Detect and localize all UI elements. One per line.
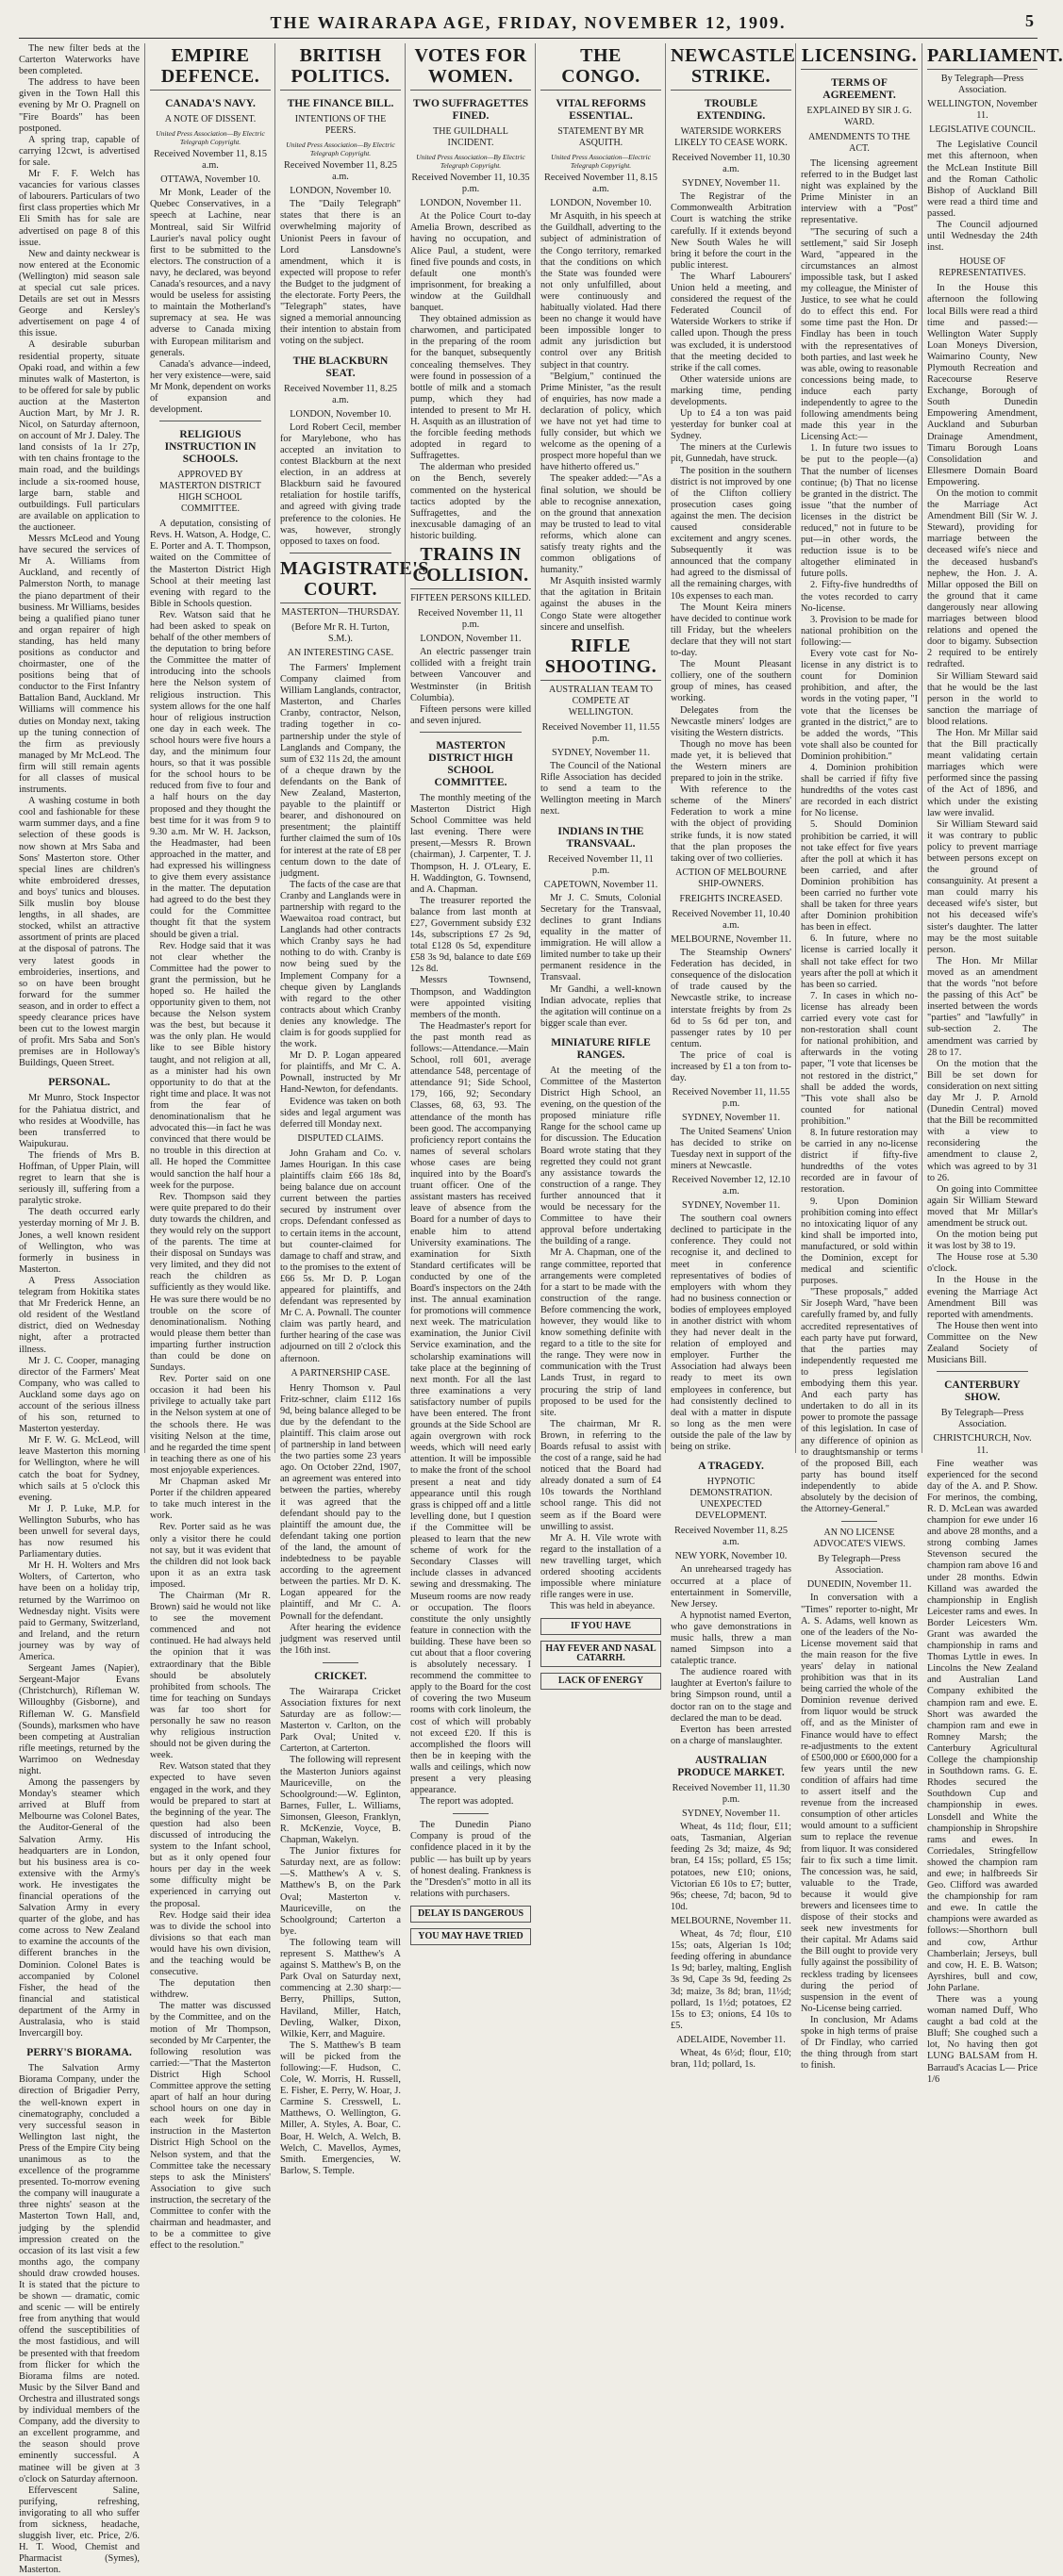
wire-credit: United Press Association—Electric Telegraph Copyright. — [551, 153, 651, 170]
dateline: By Telegraph—Press Association. — [940, 74, 1024, 96]
subheading-small: STATEMENT BY MR ASQUITH. — [557, 126, 644, 148]
paragraph: A desirable suburban residential property, situate Opaki road, and within a few minutes walk of Masterton, is to be offered for sale by public auction at the Masterton Auction Mart, by Mr J. R. Nicol, on Saturday afternoon, on account of Mr J. Daley. The land consists of 1a 1r 27p, with ten chains frontage to the main road, and the buildings include a six-roomed house, large barn, stable and outbuildings. Full particulars are available on application to the auctioneer. — [19, 339, 140, 533]
section-heading: PARLIAMENT. — [927, 45, 1038, 70]
advertisement — [540, 1673, 661, 1690]
subheading: PERRY'S BIORAMA. — [26, 2047, 132, 2059]
paragraph: The southern coal owners declined to participate in the conference. They could not recognise it, and declined to meet in conference representatives of bodies of employers with whom they had no business connection or bodies of employees employed in another district with whom they had never dealt in the relation of employed and employer. Further the Association had always been ready to meet its own employees in conference, but had consistently declined to deal with a matter in dispute so long as the men were outside the pale of the law by being on strike. — [671, 1214, 791, 1453]
subheading-small: AMENDMENTS TO THE ACT. — [808, 132, 910, 154]
paragraph: Fine weather was experienced for the second day of the A. and P. Show. For merinos, the combing, R. D. McLean was awarded champion for ewe under 16 and above 28 months, and a strong combing James Stevenson secured the champion ram above 16 and under 28 months. Edwin Killand was awarded the championship in English Leicester rams and ewes. In Border Leicesters Wm. Grant was awarded the championship in rams and Thomas Lyttle in ewes. In Lincolns the New Zealand and Australian Land Company exhibited the champion ram and ewe. E. Short was awarded the champion ram and ewe in Romney Marsh; the Canterbury Agricultural College the championship in Southdown rams. G. E. Rhodes secured the Southdown Cup and championship in ewes. Lonsdell and White the championship in Shropshire rams and ewes. In Corriedales, Stringfellow showed the champion ram and ewe; in halfbreeds Sir Geo. Clifford was awarded the championship for ram and ewe. In cattle the champions were awarded as follows:—Shorthorn bull and cow, Arthur Chamberlain; Jerseys, bull and cow, H. E. B. Watson; Ayrshires, bull and cow, John Parlane. — [927, 1458, 1038, 1993]
paragraph: The deputation then withdrew. — [150, 1978, 271, 2001]
subheading-small: AN NO LICENSE ADVOCATE'S VIEWS. — [813, 1527, 905, 1550]
paragraph: "The securing of such a settlement," said Sir Joseph Ward, "appeared in the circumstances an almost impossible task, but I asked my colleague, the Minister of Justice, to see what he could do to effect this end. For some time past the Hon. Dr Findlay has been in touch with the representatives of both parties, and last week he was able, owing to reasonable concessions being made, to induce each party independently to agree to the following amendments being made this year in the Licensing Act:— — [801, 226, 918, 443]
section-heading: BRITISH POLITICS. — [280, 45, 401, 91]
paragraph: The speaker added:—"As a final solution, we should be able to recognise annexation, on the ground that annexation may be trusted to lead to vital reforms, which alone can satisfy treaty rights and the common obligations of humanity." — [540, 473, 661, 576]
paragraph: "Belgium," continued the Prime Minister, "as the result of enquiries, has now made a declaration of policy, which we have not yet had time to fully consider, but which we welcome as the opening of a prospect more hopeful than we have hitherto offered us." — [540, 371, 661, 473]
subheading: VITAL REFORMS ESSENTIAL. — [556, 98, 646, 122]
paragraph: The Council of the National Rifle Association has decided to send a team to the Wellington meeting in March next. — [540, 761, 661, 817]
paragraph: The price of coal is increased by £1 a ton from to-day. — [671, 1049, 791, 1084]
paragraph: An unrehearsed tragedy has occurred at a place of entertainment in Somerville, New Jersey. — [671, 1564, 791, 1610]
dateline: Received November 11, 11.30 p.m. — [672, 1782, 790, 1805]
paragraph: The new filter beds at the Carterton Waterworks have been completed. — [19, 43, 140, 77]
dateline: Received November 11, 11 p.m. — [418, 608, 523, 631]
paragraph: They obtained admission as charwomen, and participated in the preparing of the room for the banquet, subsequently concealing themselves. They were found in possession of a bottle of milk and a stomach pump, which they had intended to present to Mr H. H. Asquith as an illustration of the forcible feeding methods adopted in regard to Suffragettes. — [410, 314, 531, 462]
paragraph: 2. Fifty-five hundredths of the votes recorded to carry No-license. — [801, 580, 918, 614]
subheading-small: A NOTE OF DISSENT. — [164, 114, 257, 124]
paragraph: The following team will represent S. Matthew's A against S. Matthew's B, on the Park Oval on Saturday next, commencing at 2.30 sharp:—Berry, Phillips, Sutton, Haviland, Miller, Hatch, Devling, Walker, Dixon, Wilkie, Kerr, and Maguire. — [280, 1937, 401, 2039]
paragraph: Mr Munro, Stock Inspector for the Pahiatua district, and who resides at Woodville, has been transferred to Waipukurau. — [19, 1093, 140, 1149]
subheading-small: HOUSE OF REPRESENTATIVES. — [938, 256, 1026, 279]
subheading: MASTERTON DISTRICT HIGH SCHOOL COMMITTEE. — [428, 739, 513, 788]
dateline: Received November 11, 8.15 a.m. — [154, 149, 267, 172]
dateline: By Telegraph—Press Association. — [940, 1408, 1024, 1430]
paragraph: Rev. Watson said that he had been asked to speak on behalf of the other members of the deputation to bring before the Committee the matter of introducing into the schools here the Nelson system of religious instruction. This system allows for the one half hour of religious instruction one day in each week. The school hours were five hours a day, and the minimum four hours, so that it was possible for the school hours to be reduced from five to four and a half hours on the day proposed and they thought the best time for it was from 9 to 9.30 a.m. Mr W. H. Jackson, the Headmaster, had been approached in the matter, and had expressed his willingness to give them every assistance in the matter. The deputation had agreed to do the best they could for the Committee thought fit that the system should be given a trial. — [150, 609, 271, 940]
paragraph: The licensing agreement referred to in the Budget last night was explained by the Prime Minister in an interview with a "Post" representative. — [801, 158, 918, 226]
subheading: TROUBLE EXTENDING. — [696, 98, 766, 122]
subheading-small: A PARTNERSHIP CASE. — [291, 1367, 390, 1379]
subheading: MINIATURE RIFLE RANGES. — [551, 1036, 651, 1061]
subheading: TERMS OF AGREEMENT. — [822, 77, 896, 101]
paragraph: Rev. Watson stated that they expected to have seven engaged in the work, and they would be prepared to start at the beginning of the year. The question had also been discussed of introducing the system to the Infant school, but as it only opened four hours per day in the week some difficulty might be experienced in carrying out the proposal. — [150, 1761, 271, 1909]
paragraph: Other waterside unions are marking time, pending developments. — [671, 373, 791, 407]
paragraph: The matter was discussed by the Committee, and on the motion of Mr Thompson, seconded by Mr Carpenter, the following resolution was carried:—"That the Masterton District High School Committee approve the setting apart of half an hour during school hours on one day in each week for Bible instruction in the Masterton District High School on the Nelson system, and that the Committee take the necessary steps to ask the Ministers' Association to give such instruction, the secretary of the Committee to confer with the chairman and headmaster, and to be a committee to give effect to the resolution." — [150, 2001, 271, 2252]
paragraph: Sir William Steward said that he would be the last person in the world to sanction the marriage of blood relations. — [927, 670, 1038, 727]
paragraph: After hearing the evidence judgment was reserved until the 16th inst. — [280, 1622, 401, 1656]
column-3 — [274, 43, 429, 2176]
dateline: By Telegraph—Press Association. — [818, 1554, 901, 1577]
paragraph: Mr A. Chapman, one of the range committee, reported that arrangements were completed for a start to be made with the construction of the range. Before commencing the work, however, they would like to know something definite with regard to a title to the site for the range. They were now in communication with the Trust Lands Trust, in regard to procuring the strip of land proposed to be used for the site. — [540, 1247, 661, 1418]
subheading-small: MASTERTON—THURSDAY. — [281, 606, 400, 618]
section-heading: VOTES FOR WOMEN. — [410, 45, 531, 91]
paragraph: Rev. Hodge said that it was not clear whether the Committee had the power to grant the permission, but he hoped so. He hailed the opportunity given to them, not because the Nelson system was the best, but because it was the only plan. He would like to see Bible history taught, and not religion at all, as a minister had his own opportunity to do that at the right time and place. It was not from the fear of denominationalism that he advocated this—in fact he was convinced that there would be no trouble in this direction at all. He hoped the Committee would sanction the half hour a week for the purpose. — [150, 940, 271, 1191]
paragraph: In the House in the evening the Marriage Act Amendment Bill was reported with amendments. — [927, 1275, 1038, 1320]
paragraph: An electric passenger train collided with a freight train between Vancouver and Westminster (in British Columbia). — [410, 647, 531, 703]
advertisement — [540, 1641, 661, 1667]
wire-credit: United Press Association—By Electric Telegraph Copyright. — [416, 153, 525, 170]
advertisement — [410, 1928, 531, 1945]
dateline: CHRISTCHURCH, Nov. 11. — [933, 1433, 1032, 1456]
paragraph: A Press Association telegram from Hokitika states that Mr Frederick Henne, an old resident of the Westland district, died on Wednesday night, after a protracted illness. — [19, 1275, 140, 1355]
paragraph: Wheat, 4s 7d; flour, £10 15s; oats, Algerian 1s 10d; feeding offering in abundance 1s 9d; barley, malting, English 3s 9d, Cape 3s 9d, feeding 2s 3d; maize, 3s 8d; bran, 11½d; pollard, 1s 1½d; potatoes, £2 15s to £3; onions, £4 10s to £5. — [671, 1929, 791, 2031]
subheading: THE FINANCE BILL. — [287, 98, 394, 109]
advertisement-title: YOU MAY HAVE TRIED — [418, 1930, 523, 1941]
advertisement — [540, 1618, 661, 1635]
paragraph: The Mount Pleasant colliery, one of the southern group of mines, has ceased working. — [671, 659, 791, 704]
paragraph: John Graham and Co. v. James Hourigan. In this case plaintiffs claim £66 18s 8d, being balance due on account current between the parties secured by instrument over crops. Defendant confessed as to certain items in the account, but counter-claimed for damage to chaff and straw, and to the promises to the extent of £66 5s. Mr D. P. Logan appeared for plaintiffs, and defendant was represented by Mr C. A. Pownall. The counter claim was partly heard, and further hearing of the case was adjourned on till 2 o'clock this afternoon. — [280, 1148, 401, 1364]
paragraph: The address to have been given in the Town Hall this evening by Mr O. Pragnell on "Fire Boards" has been postponed. — [19, 77, 140, 134]
paragraph: Mr Asquith insisted warmly that the agitation in Britain against the abuses in the Congo State were altogether sincere and unselfish. — [540, 576, 661, 633]
paragraph: Lord Robert Cecil, member for Marylebone, who has accepted an invitation to contest Blackburn at the next election, in an address at Blackburn said he favoured retaliation for hostile tariffs, and agreed with giving trade preference to the colonies. He was, however, strongly opposed to taxes on food. — [280, 421, 401, 547]
paragraph: Sergeant James (Napier), Sergeant-Major Evans (Christchurch), Rifleman W. Willoughby (Gisborne), and Rifleman W. G. Mansfield (Sounds), marksmen who have been competing at Australian rifle meetings, returned by the Warrimoo on Wednesday night. — [19, 1663, 140, 1776]
paragraph: 4. Dominion prohibition shall be carried if fifty five hundredths of the votes cast are recorded in each district for No license. — [801, 762, 918, 819]
paragraph: The Mount Keira miners have decided to continue work till Friday, but the wheelers declare that they will not start to-day. — [671, 602, 791, 659]
dateline: Received November 11, 8.25 a.m. — [284, 160, 397, 183]
paragraph: Rev. Hodge said their idea was to divide the school into divisions so that each man would have his own division, and the teaching would be consecutive. — [150, 1909, 271, 1978]
paragraph: A washing costume in both cool and fashionable for these warm summer days, and a fine selection of these goods is now shown at Mrs Saba and Sons' Masterton store. Other special lines are children's white embroidered dresses, and boys' tunics and blouses. Silk muslin boy blouse lengths, in all shades, are stocked, whilst an attractive assortment of prints are placed at the disposal of patrons. The very latest goods in embroideries, insertions, and so on have been brought forward for the summer season, and in order to effect a speedy clearance prices have been cut to the lowest margin of profit. Mrs Saba and Son's premises are in Holloway's Buildings, Queen Street. — [19, 796, 140, 1069]
dateline: SYDNEY, November 11. — [551, 747, 651, 758]
paragraph: Mr F. W. G. McLeod, will leave Masterton this morning for Wellington, where he will catch the boat for Sydney, which sails at 5 o'clock this evening. — [19, 1435, 140, 1503]
column-8 — [922, 43, 1063, 2085]
paragraph: 6. In future, where no license is carried locally it shall not take effect for two years after the poll at which it has been so carried. — [801, 933, 918, 990]
paragraph: A hypnotist named Everton, who gave demonstrations in music halls, threw a man named Simpson into a cataleptic trance. — [671, 1610, 791, 1667]
subheading-small: THE GUILDHALL INCIDENT. — [433, 126, 508, 148]
divider — [453, 1813, 489, 1814]
paragraph: At the Police Court to-day Amelia Brown, described as having no occupation, and Alice Paul, a student, were fined five pounds and costs, in default one month's imprisonment, for breaking a window at the Guildhall banquet. — [410, 211, 531, 314]
advertisement-title: LACK OF ENERGY — [557, 1676, 644, 1687]
section-heading: TRAINS IN COLLISION. — [410, 544, 531, 589]
subheading: CANADA'S NAVY. — [165, 98, 256, 109]
paragraph: With reference to the scheme of the Miners' Federation to work a mine with the object of providing strike funds, it is now stated that the plan proposes the taking over of two collieries. — [671, 784, 791, 864]
paragraph: Messrs McLeod and Young have secured the services of Mr A. Williams from Auckland, and recently of Palmerston North, to manage the piano department of their business. Mr Williams, besides being a qualified piano tuner and organ repairer of high standing, has held many positions as conductor and choirmaster, one of the positions being that of conductor to the First Infantry Battalion Band, Auckland. Mr Williams will commence his duties on Monday next, taking up the tuning connection of the firm as previously managed by Mr McLeod. The firm will still remain agents for all classes of musical instruments. — [19, 534, 140, 796]
subheading: A TRAGEDY. — [698, 1461, 764, 1473]
subheading-small: INTENTIONS OF THE PEERS. — [294, 114, 387, 136]
paragraph: Every vote cast for No-license in any district is to count for Dominion prohibition, and after, the words in the voting paper, "I vote that the licenses be granted in the district," are to be added the words, "This vote shall also be counted for Dominion prohibition." — [801, 649, 918, 762]
column-6 — [665, 43, 796, 2071]
subheading-small: EXPLAINED BY SIR J. G. WARD. — [806, 106, 912, 127]
dateline: LONDON, November 10. — [290, 408, 391, 420]
dateline: Received November 11, 11 p.m. — [548, 853, 654, 876]
advertisement-title: HAY FEVER AND NASAL CATARRH. — [545, 1643, 656, 1664]
divider — [420, 732, 522, 733]
paragraph: On the motion that the Bill be set down for consideration on next sitting day Mr J. P. Arnold (Dunedin Central) moved that the Bill be recommitted with a view to reconsidering the amendment to clause 2, which was agreed to by 31 to 26. — [927, 1058, 1038, 1183]
subheading-small: HYPNOTIC DEMONSTRATION. UNEXPECTED DEVELOPMENT. — [689, 1477, 772, 1522]
subheading: CANTERBURY SHOW. — [944, 1379, 1021, 1404]
paragraph: The Wharf Labourers' Union held a meeting, and considered the request of the Federated Council of Waterside Workers to strike if called upon. Though the press was excluded, it is understood that the meeting decided to strike if the call comes. — [671, 271, 791, 373]
paragraph: The position in the southern district is not improved by one of the Clifton colliery prosecution cases going against the men. The decision caused considerable excitement and angry scenes. Subsequently it was announced that the company had agreed to the dismissal of all the remaining charges, with 10s expenses to each man. — [671, 465, 791, 602]
subheading-small: LEGISLATIVE COUNCIL. — [929, 124, 1036, 136]
paragraph: Mr J. P. Luke, M.P. for Wellington Suburbs, who has been unwell for several days, has now resumed his Parliamentary duties. — [19, 1503, 140, 1560]
paragraph: On going into Committee again Sir William Steward moved that Mr Millar's amendment be struck out. — [927, 1183, 1038, 1229]
paragraph: Everton has been arrested on a charge of manslaughter. — [671, 1724, 791, 1746]
paragraph: A spring trap, capable of carrying 12cwt, is advertised for sale. — [19, 134, 140, 168]
paragraph: New and dainty neckwear is now entered at the Economic (Wellington) mid season sale at special cut sale prices. Details are set out in Messrs George and Kersley's advertisement on page 4 of this issue. — [19, 248, 140, 339]
dateline: LONDON, November 10. — [290, 186, 391, 197]
paragraph: Mr F. F. Welch has vacancies for various classes of labourers. Particulars of two first class properties which Mr Eli Smith has for sale are advertised on page 8 of this issue. — [19, 169, 140, 248]
paragraph: The Junior fixtures for Saturday next, are as follow:—S. Matthew's A v. S. Matthew's B, on the Park Oval; Masterton v. Mauriceville, on the Schoolground; Carterton a bye. — [280, 1846, 401, 1937]
paragraph: The Hon. Mr Millar said that the Bill practically meant validating certain marriages which were performed since the passing of the Act of 1896, and which under the existing law were invalid. — [927, 727, 1038, 818]
paragraph: Mr Chapman asked Mr Porter if the children appeared to take much interest in the work. — [150, 1477, 271, 1522]
dateline: MELBOURNE, November 11. — [671, 1915, 791, 1926]
column-4 — [405, 43, 531, 1941]
paragraph: 7. In cases in which no-license has already been carried every vote cast for non-restoration shall count for national prohibition, and afterwards in the voting paper, "I vote that licenses be not restored in the district," shall be added the words, "This vote shall also be counted for national prohibition." — [801, 990, 918, 1127]
paragraph: Up to £4 a ton was paid yesterday for bunker coal at Sydney. — [671, 408, 791, 442]
paragraph: Sir William Steward said it was contrary to public policy to prevent marriage between persons except on the ground of consanguinity. At present a man could marry his deceased wife's sister, but not his deceased wife's sister's daughter. The latter may be the most suitable person. — [927, 818, 1038, 955]
paragraph: 1. In future two issues to be put to the people—(a) That the number of licenses continue; (b) That no license be granted in the district. The issue "that the number of licenses in the district be reduced," not in future to be put—in other words, the reduction issue is to be altogether eliminated in future polls. — [801, 443, 918, 580]
dateline: DUNEDIN, November 11. — [806, 1579, 912, 1591]
advertisement — [410, 1906, 531, 1923]
paragraph: The chairman, Mr R. Brown, in referring to the Boards refusal to assist with the cost of a range, said he had noticed that the Board had already donated a sum of £4 10s towards the Northland school range. This did not seem as if the Board were unwilling to assist. — [540, 1418, 661, 1532]
divider — [841, 1521, 876, 1522]
dateline: Received November 11, 10.40 a.m. — [672, 908, 790, 931]
dateline: Received November 11, 8.25 a.m. — [284, 383, 397, 405]
subheading: THE BLACKBURN SEAT. — [292, 355, 389, 379]
paragraph: On the motion being put it was lost by 38 to 19. — [927, 1230, 1038, 1252]
paragraph: The Chairman (Mr R. Brown) said he would not like to see the movement commenced and not continued. He had always held the opinion that it was extraordinary that the Bible should be absolutely prohibited from schools. The time for teaching on Sundays was far too short for personally he saw no reason why religious instruction should not be given during the week. — [150, 1590, 271, 1761]
paragraph: At the meeting of the Committee of the Masterton District High School, an evening, on the question of the proposed miniature rifle Range for the school came up for discussion. The Education Board wrote stating that they regretted they could not grant any assistance towards the construction of a range. They further announced that it would be necessary for the Committee to have their approval before undertaking the building of a range. — [540, 1065, 661, 1247]
dateline: SYDNEY, November 11. — [681, 1200, 781, 1212]
paragraph: The Wairarapa Cricket Association fixtures for next Saturday are as follow:—Masterton v. Carlton, on the Park Oval; United v. Carterton, at Carterton. — [280, 1686, 401, 1755]
paragraph: Delegates from the Newcastle miners' lodges are visiting the Western districts. — [671, 704, 791, 738]
paragraph: Wheat, 4s 6½d; flour, £10; bran, 11d; pollard, 1s. — [671, 2047, 791, 2071]
subheading-small: WATERSIDE WORKERS LIKELY TO CEASE WORK. — [674, 126, 788, 148]
subheading-small: ACTION OF MELBOURNE SHIP-OWNERS. — [675, 867, 787, 889]
paragraph: Mr H. H. Wolters and Mrs Wolters, of Carterton, who have been on a holiday trip, returned by the Warrimoo on Wednesday night. Visits were paid to Germany, Switzerland, and Ireland, and the return journey was by way of America. — [19, 1560, 140, 1663]
paragraph: Evidence was taken on both sides and legal argument was deferred till Monday next. — [280, 1096, 401, 1130]
paragraph: The "Daily Telegraph" states that there is an overwhelming majority of Unionist Peers in favour of Lord Lansdowne's amendment, which it is expected will propose to refer the Budget to the judgment of the electorate. Forty Peers, the "Telegraph" states, have signed a memorial announcing their intention to abstain from voting on the subject. — [280, 199, 401, 347]
dateline: LONDON, November 11. — [420, 198, 522, 209]
paragraph: The Salvation Army Biorama Company, under the direction of Brigadier Perry, the well-known expert in cinematography, concluded a very successful season in Wellington last night, the Press of the Empire City being unanimous as to the excellence of the programme presented. To-morrow evening the company will inaugurate a three nights' season at the Masterton Town Hall, and, judging by the splendid impression created on the occasion of its last visit a few months ago, the company should draw crowded houses. It is stated that the picture to be shown — dramatic, comic and scenic — will be entirely free from anything that would offend the susceptibilities of the most fastidious, and will be presented with that freedom from flicker for which the Biorama films are noted. Music by the Silver Band and Orchestra and illustrated songs by individual members of the Company, add the diversity to an excellent programme, and the season should prove eminently successful. A matinee will be given at 3 o'clock on Saturday afternoon. — [19, 2063, 140, 2485]
dateline: (Before Mr R. H. Turton, S.M.). — [291, 621, 390, 644]
dateline: MELBOURNE, November 11. — [671, 934, 791, 945]
subheading-small: FREIGHTS INCREASED. — [679, 893, 783, 904]
paragraph: The Dunedin Piano Company is proud of the confidence placed in it by the public — has built up by years of honest dealing. Frankness is the "Dresden's" motto in all its relations with purchasers. — [410, 1820, 531, 1899]
dateline: Received November 12, 12.10 a.m. — [672, 1174, 790, 1197]
subheading: TWO SUFFRAGETTES FINED. — [412, 98, 529, 122]
paragraph: Messrs Townsend, Thompson, and Waddington were appointed visiting members of the month. — [410, 975, 531, 1020]
paragraph: The report was adopted. — [420, 1796, 514, 1808]
paragraph: Canada's advance—indeed, her very existence—were, said Mr Monk, dependent on works of expansion and development. — [150, 358, 271, 416]
paragraph: The miners at the Curlewis pit, Gunnedah, have struck. — [671, 442, 791, 465]
paragraph: "These proposals," added Sir Joseph Ward, "have been carefully framed by, and fully accredited representatives of each party have put forward, that the parties may independently requested me to press legislation embodying them this year. And each party has undertaken to do all in its power to promote the passage of this legislation. In case of any difference of opinion as to draughtsmanship or terms of the proposed Bill, each party has bound itself independently to abide absolutely by the decision of the Attorney-General." — [801, 1287, 918, 1515]
wire-credit: United Press Association—By Electric Telegraph Copyright. — [156, 129, 265, 146]
column-5 — [535, 43, 661, 1687]
paragraph: Mr J. C. Cooper, managing director of the Farmers' Meat Company, who was called to Auckland some days ago on account of the serious illness of his son, returned to Masterton yesterday. — [19, 1355, 140, 1435]
paragraph: 5. Should Dominion prohibition be carried, it will not take effect for five years after the poll at which it has been carried, and after Dominion prohibition has been carried no further vote shall be taken for three years after Dominion prohibition has been in effect. — [801, 819, 918, 933]
paragraph: Though no move has been made yet, it is believed that the Western miners are prepared to join in the strike. — [671, 738, 791, 784]
dateline: SYDNEY, November 11. — [681, 1113, 781, 1124]
wire-credit: United Press Association—By Electric Telegraph Copyright. — [286, 140, 395, 157]
paragraph: 3. Provision to be made for national prohibition on the following:— — [801, 614, 918, 648]
paragraph: The death occurred early yesterday morning of Mr J. B. Jones, a well known resident of Wellington, who was formerly in business in Masterton. — [19, 1207, 140, 1275]
dateline: WELLINGTON, November 11. — [927, 99, 1038, 122]
paragraph: The Registrar of the Commonwealth Arbitration Court is watching the strike carefully. If it extends beyond New South Wales he will bring it before the court in the public interest. — [671, 191, 791, 271]
paragraph: Among the passengers by Monday's steamer which arrived at Bluff from Melbourne was Colonel Bates, the Auditor-General of the Salvation Army. His headquarters are in London, but his business area is co-extensive with the Army's work. He investigates the financial operations of the Salvation Army in every quarter of the globe, and has come across to New Zealand to examine the accounts of the different branches in the Dominion. Colonel Bates is accompanied by Colonel Fisher, the head of the financial and statistical department of the Army in Australasia, who is staid Invercargill boy. — [19, 1777, 140, 2039]
paragraph: The Council adjourned until Wednesday the 24th inst. — [927, 220, 1038, 254]
dateline: ADELAIDE, November 11. — [676, 2034, 786, 2045]
subheading: INDIANS IN THE TRANSVAAL. — [557, 825, 644, 850]
dateline: Received November 11, 11.55 p.m. — [541, 721, 660, 744]
subheading-small: AUSTRALIAN TEAM TO COMPETE AT WELLINGTON. — [548, 684, 653, 718]
paragraph: On the motion to commit the Marriage Act Amendment Bill (Sir W. J. Steward), providing for marriage between the deceased wife's niece and the deceased husband's nephew, the Hon. J. A. Millar opposed the Bill on the ground that it came dangerously near allowing marriages between blood relations and opened the door to bigamy. Subsection 2 required to be entirely redrafted. — [927, 488, 1038, 670]
dateline: Received November 11, 10.35 p.m. — [411, 173, 530, 195]
section-heading: EMPIRE DEFENCE. — [150, 45, 271, 91]
paragraph: Mr A. H. Vile wrote with regard to the installation of a new travelling target, which ordered shooting accidents impossible where miniature rifle ranges were in use. — [540, 1532, 661, 1601]
advertisement-title: DELAY IS DANGEROUS — [417, 1907, 524, 1919]
dateline: Received November 11, 10.30 a.m. — [672, 153, 790, 175]
advertisement-title: IF YOU HAVE — [570, 1621, 632, 1632]
paragraph: Fifteen persons were killed and seven injured. — [410, 703, 531, 726]
page-number: 5 — [1025, 11, 1034, 30]
dateline: Received November 11, 8.25 a.m. — [674, 1526, 788, 1548]
paragraph: The monthly meeting of the Masterton District High School Committee was held last evening. There were present,—Messrs R. Brown (chairman), J. Carpenter, T. J. Thompson, H. J. O'Leary, E. H. Waddington, G. Townsend, and A. Chapman. — [410, 792, 531, 895]
dateline: OTTAWA, November 10. — [160, 174, 260, 186]
dateline: CAPETOWN, November 11. — [543, 879, 658, 890]
paragraph: Mr Asquith, in his speech at the Guildhall, adverting to the subject of administration of the Congo territory, remarked that the conditions on which the State was founded were not only unfulfilled, about were continuously and habitually violated. Had there been no change it would have been impossible longer to admit any jurisdiction but control over any British subject in that country. — [540, 211, 661, 371]
paragraph: Mr D. P. Logan appeared for plaintiffs, and Mr C. A. Pownall, instructed by Mr Hand-Newton, for defendants. — [280, 1050, 401, 1096]
paragraph: The facts of the case are that Cranby and Langlands were in partnership with regard to the Waewaitoa road contract, but Langlands had other contracts which Cranby says he had nothing to do with. Cranby is now being sued by the Implement Company for a cheque given by Langlands with regard to the other contracts about which Cranby denies any knowledge. The claim is for goods supplied for the work. — [280, 879, 401, 1050]
dateline: LONDON, November 10. — [550, 198, 652, 209]
dateline: SYDNEY, November 11. — [681, 178, 781, 190]
paragraph: Mr J. C. Smuts, Colonial Secretary for the Transvaal, declines to grant Indians equality in the matter of immigration. He will allow a limited number to take up their permanent residence in the Transvaal. — [540, 892, 661, 983]
paragraph: A deputation, consisting of Revs. H. Watson, A. Hodge, C. E. Porter and A. T. Thompson, waited on the Committee of the Masterton District High School at their meeting last evening with regard to the Bible in Schools question. — [150, 519, 271, 609]
paragraph: The Headmaster's report for the past month read as follows:—Attendance.—Main School, roll 601, average attendance 548, percentage of attendance 91; Side School, 179, 166, 92; Secondary Classes, 68, 63, 93. The attendance of the month has been good. The accompanying proficiency report contains the names of several scholars whose cases are being inquired into by the Board's truant officer. One of the assistant masters has received leave of absence from the Board for a number of days to enable him to attend University examinations. The examination for Sixth Standard certificates will be conducted by one of the Board's inspectors on the 24th inst. The annual examination for promotions will commence next week. The matriculation examination, the Junior Civil Service examination, and the scholarship examinations will take place at the beginning of next month. For all the last three examinations a very satisfactory number of pupils have been entered. The front grounds at the Side School are again overgrown with rock weeds, which will need early attention. It will be impossible to make the front of the school present a neat and tidy appearance until this rough grass is chipped off and a little levelling done, but I question if the Committee will be pleased to learn that the new scheme of work for the Secondary Classes will include classes in advanced sewing and dressmaking. The Museum rooms are now ready or occupation. The floors constitute the only unsightly feature in connection with the building. These have been so cut about that a floor covering is absolutely necessary. I recommend the committee to apply to the Board for the cost of covering the two Museum rooms with cork linoleum, the cost of which will probably not exceed £20. If this is accomplished the floors will then be in keeping with the walls and ceilings, which now present a very pleasing appearance. — [410, 1020, 531, 1796]
paragraph: The friends of Mrs B. Hoffman, of Upper Plain, will regret to learn that she is seriously ill, suffering from a paralytic stroke. — [19, 1149, 140, 1207]
paragraph: 8. In future restoration may be carried in any no-license district if fifty-five hundredths of the votes recorded are in favour of restoration. — [801, 1127, 918, 1196]
column-7 — [795, 43, 918, 2072]
paragraph: The Farmers' Implement Company claimed from William Langlands, contractor, Masterton, and Charles Cranby, contractor, Nelson, trading together in co-partnership under the style of Langlands and Company, the sum of £32 11s 2d, the amount of a cheque drawn by the defendants on the Bank of New Zealand, Masterton, payable to the plaintiff or bearer, and dishonoured on presentment; the plaintiff further claimed the sum of 10s for interest at the rate of £8 per centum down to the date of judgment. — [280, 663, 401, 879]
paragraph: Rev. Porter said on one occasion it had been his privilege to actually take part in the Nelson system at one of the schools there. He was visiting Nelson at the time, and he regarded the time spent in teaching there as one of his most enjoyable experiences. — [150, 1374, 271, 1476]
paragraph: Rev. Porter said as he was only a visitor there he could not say, but it was evident that the children did not look back upon it as an extra task imposed. — [150, 1522, 271, 1590]
paragraph: The House rose at 5.30 o'clock. — [927, 1252, 1038, 1275]
paragraph: There was a young woman named Duff, Who caught a bad cold at the Bluff; She coughed such a lot, No having then got LUNG BALSAM from H. Barraud's Acacias L— Price 1/6 — [927, 1994, 1038, 2085]
paragraph: The Steamship Owners' Federation has decided, in consequence of the dislocation of trade caused by the Newcastle strike, to increase interstate freights by from 2s 6d to 5s 6d per ton, and passenger rates by 10 per centum. — [671, 948, 791, 1049]
section-heading: LICENSING. — [801, 45, 918, 70]
divider — [937, 1371, 1028, 1372]
paragraph: 9. Upon Dominion prohibition coming into effect no intoxicating liquor of any kind shall be imported into, manufactured, or sold within the Dominion, except for medical and scientific purposes. — [801, 1196, 918, 1287]
column-2 — [144, 43, 271, 2252]
masthead — [19, 6, 1038, 39]
paragraph: Rev. Thompson said they were quite prepared to do their duty towards the children, and they would rely on the support of the parents. The time at their disposal on Sundays was very limited, and they did not reach the children as sufficiently as they would like. He was sure there would be no trouble on the score of denominationalism. Nothing would please them better than imparting further instruction than could be done on Sundays. — [150, 1191, 271, 1374]
subheading-small: FIFTEEN PERSONS KILLED. — [410, 593, 531, 603]
paragraph: In conclusion, Mr Adams spoke in high terms of praise of Dr Findlay, who carried the thing through from start to finish. — [801, 2014, 918, 2072]
paragraph: The Hon. Mr Millar moved as an amendment that the words "not before the passing of this Act" be inserted between the words "parties" and "lawfully" in sub-section 2. The amendment was carried by 28 to 17. — [927, 955, 1038, 1058]
paragraph: Mr Gandhi, a well-known Indian advocate, replies that the agitation will continue on a bigger scale than ever. — [540, 983, 661, 1029]
subheading: PERSONAL. — [48, 1077, 110, 1089]
divider — [323, 1662, 358, 1663]
column-1 — [19, 43, 140, 2576]
subheading: AUSTRALIAN PRODUCE MARKET. — [677, 1754, 785, 1778]
paragraph: In conversation with a "Times" reporter to-night, Mr A. S. Adams, well known as one of the leaders of the No-License movement said that the main reason for the five years' delay in national prohibition was that in its being carried the whole of the Dominion revenue derived from liquor would be struck off, and as the Minister of Finance would have to effect re-adjustments to the extent of £500,000 or £600,000 for a few years until the new condition of affairs had time to assert itself and the revenue from the increased consumption of other articles would amount to a sufficient sum to replace the revenue from liquor. It was considered fair to fix such a time limit. The concession was, he said, valuable to the Trade, because it would give brewers and licensees time to dispose of their stocks and seek new investments for their capital. Mr Adams said the Bill ought to provide very fully against the possibility of reckless trading by licensees during the period of suspension in the event of No-License being carried. — [801, 1593, 918, 2014]
paragraph: The treasurer reported the balance from last month at £27, Government subsidy £32 14s, subscriptions £7 2s 9d, total £128 0s 5d, expenditure £58 3s 9d, balance to date £69 12s 8d. — [410, 895, 531, 975]
dateline: Received November 11, 11.55 p.m. — [672, 1087, 790, 1110]
paragraph: This was held in abeyance. — [550, 1601, 656, 1612]
subheading: CRICKET. — [314, 1670, 367, 1682]
section-heading: RIFLE SHOOTING. — [540, 636, 661, 681]
paragraph: The audience roared with laughter at Everton's failure to bring Simpson round, until a doctor ran on to the stage and declared the man to be dead. — [671, 1667, 791, 1724]
paragraph: The following will represent the Masterton Juniors against Mauriceville, on the Schoolground:—W. Eglinton, Barnes, Fuller, L. Williams, Simonsen, Gleeson, Franklyn, R. McKenzie, Voyce, B. Chapman, Wakelyn. — [280, 1755, 401, 1846]
paragraph: Mr Monk, Leader of the Quebec Conservatives, in a speech at Lachine, near Montreal, said Sir Wilfrid Laurier's naval policy ought first to be submitted to the electors. The construction of a navy, he declared, was beyond Canada's resources, and a navy would be useless for assisting to maintain the Motherland's supremacy at sea. He was adverse to Canada mixing with European militarism and generals. — [150, 188, 271, 358]
paragraph: Wheat, 4s 11d; flour, £11; oats, Tasmanian, Algerian feeding 2s 3d; maize, 4s 9d; bran, £4 15s; pollard, £5 15s; potatoes, new £10; onions, Victorian £6 10s to £7; butter, 96s; cheese, 7d; bacon, 9d to 10d. — [671, 1822, 791, 1912]
masthead-title: THE WAIRARAPA AGE, FRIDAY, NOVEMBER 12, 1909. — [270, 13, 787, 32]
paragraph: Effervescent Saline, purifying, refreshing, invigorating to all who suffer from sickness, headache, sluggish liver, etc. Price, 2/6. H. T. Wood, Chemist and Pharmacist (Symes), Masterton. — [19, 2485, 140, 2576]
paragraph: The House then went into Committee on the New Zealand Society of Musicians Bill. — [927, 1320, 1038, 1366]
section-heading: NEWCASTLE STRIKE. — [671, 45, 791, 91]
paragraph: The Legislative Council met this afternoon, when the McLean Institute Bill and the Roman Catholic Bishop of Auckland Bill were read a third time and passed. — [927, 140, 1038, 219]
section-heading: THE CONGO. — [540, 45, 661, 91]
dateline: LONDON, November 11. — [420, 634, 522, 645]
subheading-small: APPROVED BY MASTERTON DISTRICT HIGH SCHOOL COMMITTEE. — [159, 470, 261, 515]
section-heading: MAGISTRATE'S COURT. — [280, 558, 401, 603]
paragraph: The alderman who presided on the Bench, severely commented on the hysterical tactics adopted by the Suffragettes, and the inexcusable damaging of an historic building. — [410, 462, 531, 541]
subheading: RELIGIOUS INSTRUCTION IN SCHOOLS. — [164, 429, 257, 466]
dateline: SYDNEY, November 11. — [681, 1808, 781, 1820]
subheading-small: AN INTERESTING CASE. — [287, 648, 394, 658]
paragraph: Henry Thomson v. Paul Fritz-schner, claim £112 16s 9d, being balance alleged to be due by the defendant to the plaintiff. This claim arose out of partnership in land between the two parties some 23 years ago. On October 22nd, 1907, an agreement was entered into between the parties, whereby it was agreed that the defendant should pay to the plaintiff the amount due, the defendant taking one portion of the land, the amount of indebtedness to be payable according to the agreement between the parties. Mr D. K. Logan appeared for the plaintiff, and Mr C. A. Pownall for the defendant. — [280, 1382, 401, 1622]
paragraph: The S. Matthew's B team will be picked from the following:—F. Hudson, C. Cole, W. Morris, H. Russell, E. Fisher, E. Perry, W. Hoar, J. Carmine S. Cresswell, L. Matthews, O. Wellington, G. Miller, A. Styles, A. Boar, C. Boar, H. Welch, A. Welch, B. Welch, C. Mavellos, Aymes, Smith. Emergencies, W. Barlow, S. Temple. — [280, 2039, 401, 2176]
subheading-small: DISPUTED CLAIMS. — [297, 1132, 384, 1144]
paragraph: The United Seamens' Union has decided to strike on Tuesday next in support of the miners at Newcastle. — [671, 1126, 791, 1171]
dateline: NEW YORK, November 10. — [674, 1551, 788, 1562]
paragraph: In the House this afternoon the following local Bills were read a third time and passed:—Wellington Water Supply Loan Moneys Diversion, Waimarino County, New Plymouth Recreation and Racecourse Reserve Exchange, Borough of South Dunedin Empowering Amendment, Auckland and Suburban Drainage Amendment, Timaru Borough Loans Consolidation and Ellesmere Domain Board Empowering. — [927, 283, 1038, 487]
dateline: Received November 11, 8.15 a.m. — [544, 173, 657, 195]
